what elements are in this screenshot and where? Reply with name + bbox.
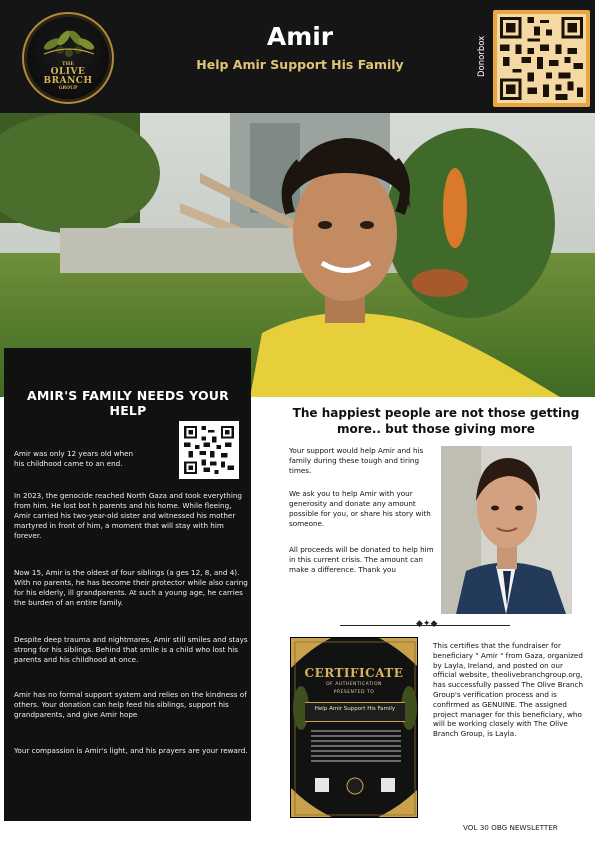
- certificate-presented: PRESENTED TO: [333, 690, 375, 695]
- appeal-paragraph-1: Your support would help Amir and his family during these tough and tiring times.: [289, 446, 424, 475]
- story-paragraph-4: Despite deep trauma and nightmares, Amir still smiles and stays strong for his siblings. Behind that smile is a child who lost his parents and his childhood at once.: [14, 635, 248, 664]
- story-heading: AMIR'S FAMILY NEEDS YOUR HELP: [27, 388, 229, 418]
- certificate-frame: [291, 638, 418, 818]
- certificate-text: This certifies that the fundraiser for beneficiary " Amir " from Gaza, organized by Layla, Ireland, and posted on our official website, theolivebranchgroup.org, has successfully passed The Olive Branch Group's verification process and is confirmed as GENUINE. The assigned project manager for this beneficiary, who will be working closely with The Olive Branch Group, is Layla.: [433, 641, 584, 739]
- olive-branch-icon: [38, 26, 100, 62]
- story-paragraph-6: Your compassion is Amir's light, and his prayers are your reward.: [14, 746, 248, 755]
- story-panel: [4, 348, 251, 821]
- header: [0, 0, 595, 113]
- qr-code-icon: [497, 14, 586, 103]
- newsletter-footer: VOL 30 OBG NEWSLETTER: [463, 823, 558, 832]
- certificate-title: CERTIFICATE: [304, 666, 404, 680]
- appeal-paragraph-3: All proceeds will be donated to help him in this current crisis. The amount can make a difference. Thank you: [289, 545, 434, 574]
- story-qr-code[interactable]: [179, 421, 239, 479]
- ornament-icon: ◆✦◆: [416, 619, 438, 629]
- story-paragraph-5: Amir has no formal support system and relies on the kindness of others. Your donation can help feed his siblings, support his grandparents, and give Amir hope: [14, 690, 247, 719]
- appeal-paragraph-2: We ask you to help Amir with your generosity and donate any amount possible for you, or share his story with someone.: [289, 489, 431, 528]
- logo-line-3: BRANCH: [43, 76, 93, 86]
- portrait-illustration: [441, 446, 572, 614]
- logo-line-1: THE: [61, 61, 75, 67]
- page-subtitle: Help Amir Support His Family: [196, 57, 404, 72]
- certificate-body-lines: [311, 730, 401, 765]
- story-paragraph-3: Now 15, Amir is the oldest of four siblings (a ges 12, 8, and 4). With no parents, he has become their protector while also caring for his elderly, ill grandparents. At such a young age, he carries the burden of an entire family.: [14, 568, 248, 607]
- donorbox-label: Donorbox: [477, 35, 487, 77]
- story-paragraph-1: Amir was only 12 years old when his childhood came to an end.: [14, 449, 134, 468]
- logo-line-2: OLIVE: [50, 67, 86, 77]
- story-paragraph-2: In 2023, the genocide reached North Gaza and took everything from him. He lost bot h parents and his home. While fleeing, Amir carried his two-year-old sister and witnessed his mother martyred in front of him, a moment that will stay with him forever.: [14, 491, 242, 540]
- olive-branch-logo: [22, 12, 114, 104]
- portrait-photo: [441, 446, 572, 614]
- logo-line-4: GROUP: [58, 86, 78, 91]
- certificate-subtitle: OF AUTHENTICATION: [326, 682, 382, 687]
- certificate-banner: Help Amir Support His Family: [305, 702, 405, 722]
- donorbox-qr-code[interactable]: [493, 10, 590, 107]
- page-title: Amir: [266, 22, 334, 51]
- qr-code-icon: [182, 424, 236, 476]
- quote-heading: The happiest people are not those getting more.. but those giving more: [292, 406, 580, 436]
- certificate-image: [290, 637, 418, 818]
